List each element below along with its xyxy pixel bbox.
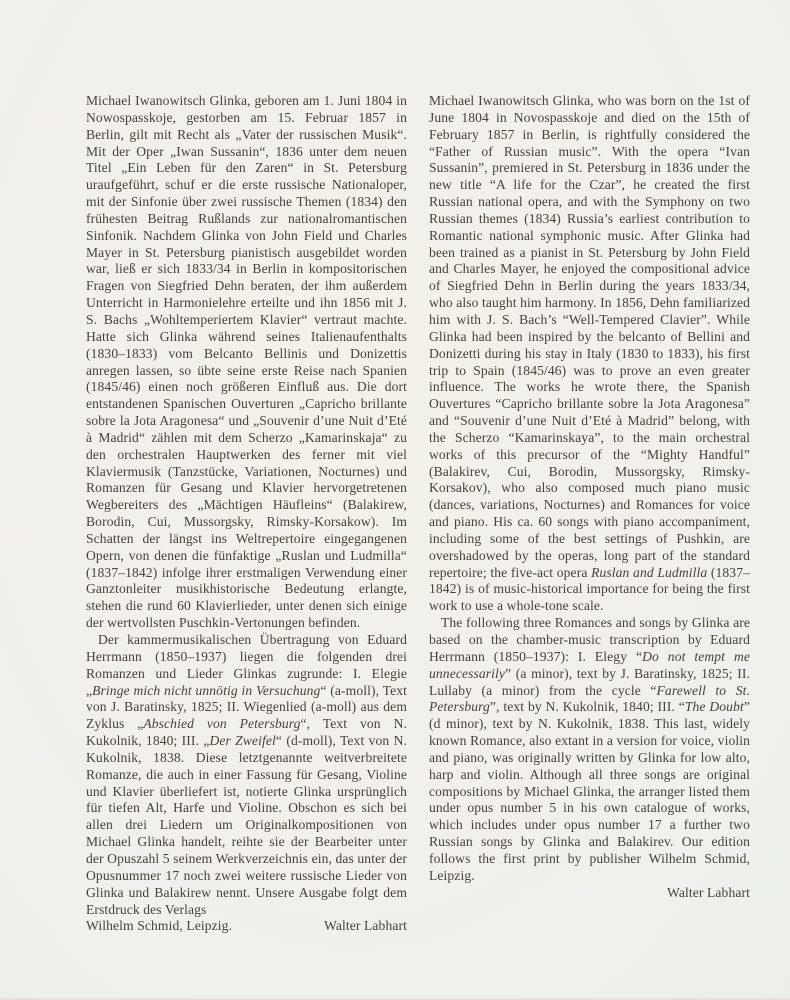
paragraph: Michael Iwanowitsch Glinka, geboren am 1. Juni 1804 in Nowospasskoje, gestorben am 15. Februar 1857 in Berlin, gilt mit Recht als „Vater der russischen Musik“. Mit der Oper „Iwan Sussanin“, 1836 unter dem neuen Titel „Ein Leben für den Zaren“ in St. Petersburg uraufgeführt, schuf er die erste russische Nationaloper, mit der Sinfonie über zwei russische Themen (1834) den frühesten Beitrag Rußlands zur nationalromantischen Sinfonik. Nachdem Glinka von John Field und Charles Mayer in St. Petersburg pianistisch ausgebildet worden war, ließ er sich 1833/34 in Berlin in kompositorischen Fragen von Siegfried Dehn beraten, der ihm außerdem Unterricht in Harmonielehre erteilte und ihn 1856 mit J. S. Bachs „Wohltemperiertem Klavier“ vertraut machte. Hatte sich Glinka während seines Italienaufenthalts (1830–1833) vom Belcanto Bellinis und Donizettis anregen lassen, so übte seine erste Reise nach Spanien (1845/46) einen noch größeren Einfluß aus. Die dort entstandenen Spanischen Ouverturen „Capricho brillante sobre la Jota Aragonesa“ und „Souvenir d’une Nuit d’Eté à Madrid“ zählen mit dem Scherzo „Kamarinskaja“ zu den orchestralen Hauptwerken des ferner mit viel Klaviermusik (Tanzstücke, Variationen, Nocturnes) und Romanzen für Gesang und Klavier hervorgetretenen Wegbereiters des „Mächtigen Häufleins“ (Balakirew, Borodin, Cui, Mussorgsky, Rimsky-Korsakow). Im Schatten der längst ins Weltrepertoire eingegangenen Opern, von denen die fünfaktige „Ruslan und Ludmilla“ (1837–1842) infolge ihrer erstmaligen Verwendung einer Ganztonleiter musikhistorische Bedeutung erlangte, stehen die rund 60 Klavierlieder, unter denen sich einige der wertvollsten Puschkin-Vertonungen befinden. [86, 93, 407, 631]
closing-line-english [429, 885, 750, 902]
paragraph: The following three Romances and songs by Glinka are based on the chamber-music transcription by Eduard Herrmann (1850–1937): I. Elegy “Do not tempt me unnecessarily” (a minor), text by J. Baratinsky, 1825; II. Lullaby (a minor) from the cycle “Farewell to St. Petersburg”, text by N. Kukolnik, 1840; III. “The Doubt” (d minor), text by N. Kukolnik, 1838. This last, widely known Romance, also extant in a version for voice, violin and piano, was originally written by Glinka for low alto, harp and violin. Although all three songs are original compositions by Michael Glinka, the arranger listed them under opus number 5 in his own catalogue of works, which includes under opus number 17 a further two Russian songs by Glinka and Balakirev. Our edition follows the first print by publisher Wilhelm Schmid, Leipzig. [429, 615, 750, 883]
signature-english: Walter Labhart [667, 884, 750, 900]
column-english-paragraphs [429, 93, 750, 885]
paragraph: Der kammermusikalischen Übertragung von Eduard Herrmann (1850–1937) liegen die folgenden drei Romanzen und Lieder Glinkas zugrunde: I. Elegie „Bringe mich nicht unnötig in Versuchung“ (a-moll), Text von J. Baratinsky, 1825; II. Wiegenlied (a-moll) aus dem Zyklus „Abschied von Petersburg“, Text von N. Kukolnik, 1840; III. „Der Zweifel“ (d-moll), Text von N. Kukolnik, 1838. Diese letztgenannte weitverbreitete Romanze, die auch in einer Fassung für Gesang, Violine und Klavier überliefert ist, notierte Glinka ursprünglich für tiefen Alt, Harfe und Violine. Obschon es sich bei allen drei Liedern um Originalkompositionen von Michael Glinka handelt, reihte sie der Bearbeiter unter der Opuszahl 5 seinem Werkverzeichnis ein, das unter der Opusnummer 17 noch zwei weitere russische Lieder von Glinka und Balakirew nennt. Unsere Ausgabe folgt dem Erstdruck des Verlags [86, 632, 407, 917]
column-german [86, 93, 407, 935]
column-english [429, 93, 750, 935]
text-columns [86, 93, 750, 935]
closing-line-german [86, 918, 407, 935]
publisher-line-german: Wilhelm Schmid, Leipzig. [86, 918, 233, 934]
paragraph: Michael Iwanowitsch Glinka, who was born on the 1st of June 1804 in Novospasskoje and died on the 15th of February 1857 in Berlin, is rightfully considered the “Father of Russian music”. With the opera “Ivan Sussanin”, premiered in St. Petersburg in 1836 under the new title “A life for the Czar”, he created the first Russian national opera, and with the Symphony on two Russian themes (1834) Russia’s earliest contribution to Romantic national symphonic music. After Glinka had been trained as a pianist in St. Petersburg by John Field and Charles Mayer, he enjoyed the compositional advice of Siegfried Dehn in Berlin during the years 1833/34, who also taught him harmony. In 1856, Dehn familiarized him with J. S. Bach’s “Well-Tempered Clavier”. While Glinka had been inspired by the belcanto of Bellini and Donizetti during his stay in Italy (1830 to 1833), his first trip to Spain (1845/46) was to prove an even greater influence. The works he wrote there, the Spanish Ouvertures “Capricho brillante sobre la Jota Aragonesa” and “Souvenir d’une Nuit d’Eté à Madrid” belong, with the Scherzo “Kamarinskaya”, to the main orchestral works of this precursor of the “Mighty Handful” (Balakirev, Cui, Borodin, Mussorgsky, Rimsky-Korsakov), who also composed much piano music (dances, variations, Nocturnes) and Romances for voice and piano. His ca. 60 songs with piano accompaniment, including some of the best settings of Pushkin, are overshadowed by the operas, long part of the standard repertoire; the five-act opera Ruslan and Ludmilla (1837–1842) is of music-historical importance for being the first work to use a whole-tone scale. [429, 93, 750, 614]
column-german-paragraphs [86, 93, 407, 918]
signature-german: Walter Labhart [324, 918, 407, 934]
